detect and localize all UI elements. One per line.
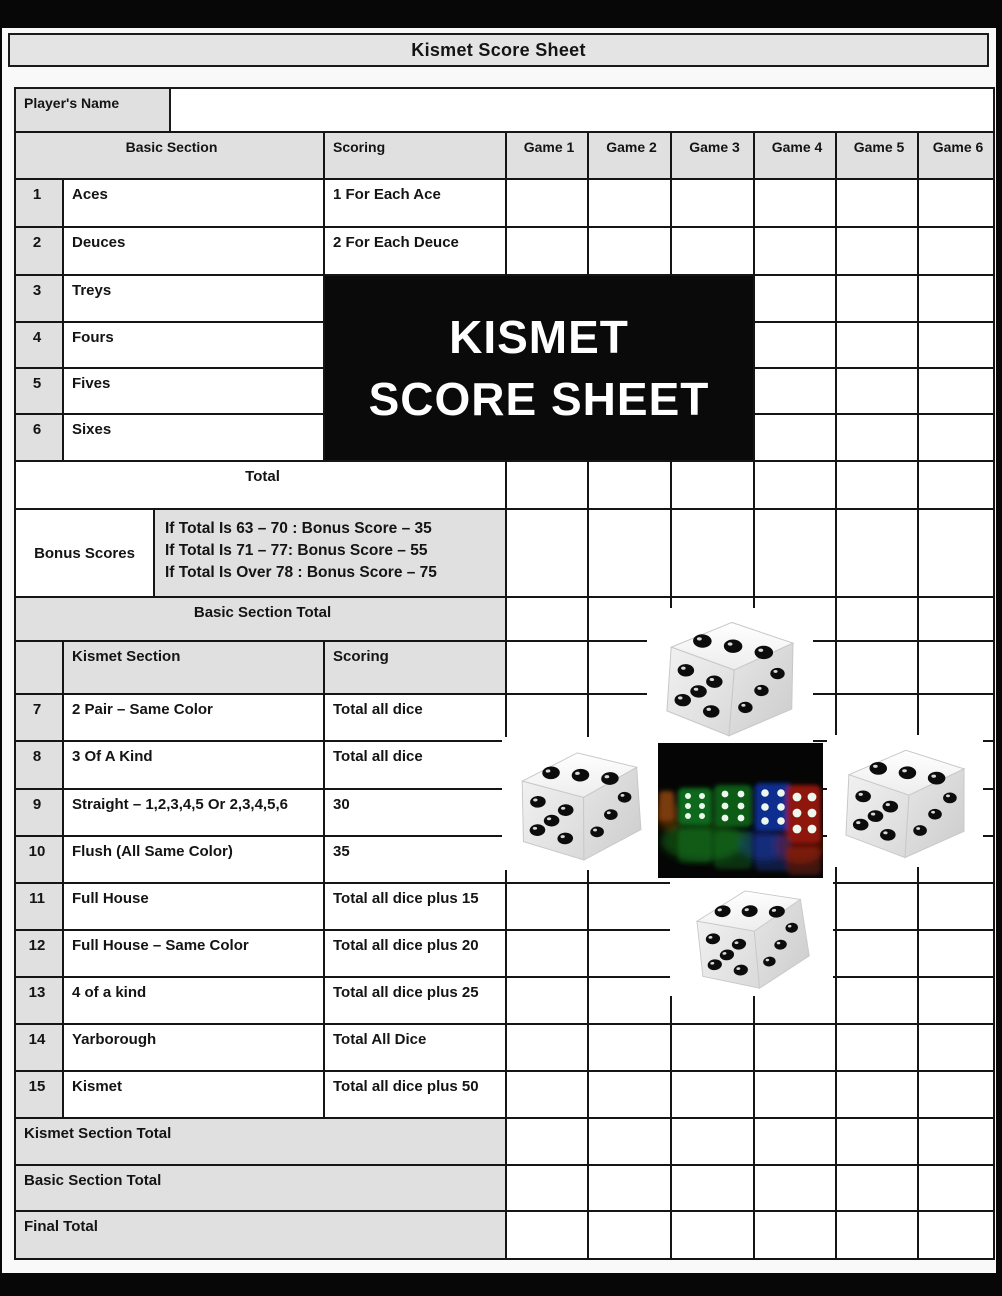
score-cell[interactable] bbox=[919, 931, 993, 976]
score-cell[interactable] bbox=[672, 510, 753, 596]
score-cell[interactable] bbox=[589, 931, 670, 976]
bonus-rule-line: If Total Is 63 – 70 : Bonus Score – 35 bbox=[165, 520, 432, 537]
header-scoring: Scoring bbox=[325, 133, 505, 178]
total-label: Total bbox=[16, 462, 505, 508]
row-name: Fives bbox=[64, 369, 323, 413]
row-scoring: Total all dice plus 15 bbox=[325, 884, 505, 929]
header-game-4: Game 4 bbox=[755, 133, 835, 178]
score-cell[interactable] bbox=[919, 415, 993, 460]
score-cell[interactable] bbox=[837, 598, 917, 640]
score-cell[interactable] bbox=[837, 415, 917, 460]
score-cell[interactable] bbox=[755, 510, 835, 596]
basic-section-total-bottom-label: Basic Section Total bbox=[16, 1166, 505, 1210]
kismet-header-number-cell bbox=[16, 642, 62, 693]
right-frame-bar bbox=[996, 0, 1002, 1296]
row-number: 10 bbox=[16, 837, 62, 882]
score-table bbox=[14, 131, 995, 1260]
score-cell[interactable] bbox=[755, 1166, 835, 1210]
score-cell[interactable] bbox=[837, 180, 917, 226]
row-scoring: 30 bbox=[325, 790, 505, 835]
white-die-left-image bbox=[502, 737, 658, 870]
score-cell[interactable] bbox=[919, 1119, 993, 1164]
row-scoring: Total all dice plus 25 bbox=[325, 978, 505, 1023]
score-cell[interactable] bbox=[919, 180, 993, 226]
score-cell[interactable] bbox=[755, 228, 835, 274]
score-cell[interactable] bbox=[837, 978, 917, 1023]
score-cell[interactable] bbox=[507, 1119, 587, 1164]
glowing-dice-photo bbox=[658, 743, 823, 878]
score-cell[interactable] bbox=[755, 369, 835, 413]
score-cell[interactable] bbox=[919, 228, 993, 274]
score-cell[interactable] bbox=[755, 462, 835, 508]
score-cell[interactable] bbox=[755, 180, 835, 226]
row-number: 9 bbox=[16, 790, 62, 835]
score-cell[interactable] bbox=[507, 695, 587, 740]
score-cell[interactable] bbox=[507, 180, 587, 226]
row-number: 2 bbox=[16, 228, 62, 274]
row-scoring: 2 For Each Deuce bbox=[325, 228, 505, 274]
banner-line-1: KISMET bbox=[449, 311, 629, 363]
score-cell[interactable] bbox=[672, 1072, 753, 1117]
row-scoring: 1 For Each Ace bbox=[325, 180, 505, 226]
row-number: 4 bbox=[16, 323, 62, 367]
final-total-label: Final Total bbox=[16, 1212, 505, 1258]
top-frame-bar bbox=[0, 0, 1002, 28]
score-cell[interactable] bbox=[919, 642, 993, 693]
score-cell[interactable] bbox=[837, 695, 917, 740]
row-name: Yarborough bbox=[64, 1025, 323, 1070]
score-cell[interactable] bbox=[755, 276, 835, 321]
row-name: Full House – Same Color bbox=[64, 931, 323, 976]
kismet-section-header: Kismet Section bbox=[64, 642, 323, 693]
row-scoring: 35 bbox=[325, 837, 505, 882]
score-cell[interactable] bbox=[919, 1025, 993, 1070]
white-die-right-image bbox=[827, 735, 983, 867]
row-name: Flush (All Same Color) bbox=[64, 837, 323, 882]
row-name: 4 of a kind bbox=[64, 978, 323, 1023]
kismet-scoring-header: Scoring bbox=[325, 642, 505, 693]
score-cell[interactable] bbox=[837, 1025, 917, 1070]
score-cell[interactable] bbox=[837, 1072, 917, 1117]
score-cell[interactable] bbox=[919, 695, 993, 740]
score-cell[interactable] bbox=[755, 1212, 835, 1258]
bonus-rule-line: If Total Is Over 78 : Bonus Score – 75 bbox=[165, 564, 437, 581]
basic-section-total-label: Basic Section Total bbox=[16, 598, 505, 640]
score-cell[interactable] bbox=[755, 1119, 835, 1164]
score-cell[interactable] bbox=[919, 510, 993, 596]
score-cell[interactable] bbox=[672, 1025, 753, 1070]
score-cell[interactable] bbox=[507, 931, 587, 976]
score-cell[interactable] bbox=[507, 598, 587, 640]
row-name: 3 Of A Kind bbox=[64, 742, 323, 788]
score-cell[interactable] bbox=[919, 276, 993, 321]
score-cell[interactable] bbox=[589, 1072, 670, 1117]
row-number: 5 bbox=[16, 369, 62, 413]
score-cell[interactable] bbox=[507, 462, 587, 508]
header-game-3: Game 3 bbox=[672, 133, 753, 178]
score-cell[interactable] bbox=[507, 510, 587, 596]
score-cell[interactable] bbox=[672, 1212, 753, 1258]
row-number: 3 bbox=[16, 276, 62, 321]
score-cell[interactable] bbox=[837, 884, 917, 929]
score-cell[interactable] bbox=[919, 462, 993, 508]
row-name: Sixes bbox=[64, 415, 323, 460]
score-cell[interactable] bbox=[589, 180, 670, 226]
score-cell[interactable] bbox=[837, 276, 917, 321]
score-cell[interactable] bbox=[837, 1166, 917, 1210]
banner-line-2: SCORE SHEET bbox=[368, 373, 710, 425]
kismet-section-total-label: Kismet Section Total bbox=[16, 1119, 505, 1164]
row-number: 7 bbox=[16, 695, 62, 740]
score-cell[interactable] bbox=[507, 1072, 587, 1117]
score-cell[interactable] bbox=[919, 1166, 993, 1210]
row-number: 6 bbox=[16, 415, 62, 460]
score-cell[interactable] bbox=[837, 510, 917, 596]
kismet-banner bbox=[325, 276, 753, 460]
row-name: Treys bbox=[64, 276, 323, 321]
score-cell[interactable] bbox=[919, 323, 993, 367]
score-cell[interactable] bbox=[837, 323, 917, 367]
header-game-5: Game 5 bbox=[837, 133, 917, 178]
score-cell[interactable] bbox=[589, 1212, 670, 1258]
row-scoring: Total All Dice bbox=[325, 1025, 505, 1070]
row-scoring: Total all dice plus 50 bbox=[325, 1072, 505, 1117]
player-name-label: Player's Name bbox=[16, 89, 169, 131]
score-cell[interactable] bbox=[755, 1072, 835, 1117]
score-cell[interactable] bbox=[589, 978, 670, 1023]
score-cell[interactable] bbox=[589, 510, 670, 596]
bottom-frame-bar bbox=[0, 1273, 1002, 1296]
row-scoring: Total all dice plus 20 bbox=[325, 931, 505, 976]
score-cell[interactable] bbox=[672, 1119, 753, 1164]
white-die-top-image bbox=[647, 608, 813, 744]
score-cell[interactable] bbox=[837, 931, 917, 976]
score-cell[interactable] bbox=[837, 228, 917, 274]
row-number: 1 bbox=[16, 180, 62, 226]
score-cell[interactable] bbox=[507, 978, 587, 1023]
row-number: 12 bbox=[16, 931, 62, 976]
score-cell[interactable] bbox=[672, 462, 753, 508]
score-cell[interactable] bbox=[837, 1119, 917, 1164]
row-number: 11 bbox=[16, 884, 62, 929]
row-name: Fours bbox=[64, 323, 323, 367]
score-cell[interactable] bbox=[589, 884, 670, 929]
score-cell[interactable] bbox=[672, 1166, 753, 1210]
score-cell[interactable] bbox=[919, 1212, 993, 1258]
header-game-1: Game 1 bbox=[507, 133, 587, 178]
score-cell[interactable] bbox=[837, 642, 917, 693]
score-cell[interactable] bbox=[837, 1212, 917, 1258]
row-name: Deuces bbox=[64, 228, 323, 274]
score-cell[interactable] bbox=[507, 228, 587, 274]
header-game-6: Game 6 bbox=[919, 133, 993, 178]
header-basic-section: Basic Section bbox=[16, 133, 323, 178]
score-cell[interactable] bbox=[507, 1212, 587, 1258]
row-name: 2 Pair – Same Color bbox=[64, 695, 323, 740]
score-cell[interactable] bbox=[672, 228, 753, 274]
white-die-bottom-image bbox=[670, 878, 833, 996]
score-cell[interactable] bbox=[919, 369, 993, 413]
score-cell[interactable] bbox=[837, 462, 917, 508]
row-name: Full House bbox=[64, 884, 323, 929]
player-name-row bbox=[14, 87, 995, 133]
row-name: Kismet bbox=[64, 1072, 323, 1117]
page-title: Kismet Score Sheet bbox=[8, 33, 989, 67]
score-cell[interactable] bbox=[507, 1025, 587, 1070]
bonus-row bbox=[16, 510, 505, 596]
row-number: 15 bbox=[16, 1072, 62, 1117]
header-game-2: Game 2 bbox=[589, 133, 670, 178]
score-cell[interactable] bbox=[589, 462, 670, 508]
row-scoring: Total all dice bbox=[325, 695, 505, 740]
score-cell[interactable] bbox=[507, 642, 587, 693]
score-cell[interactable] bbox=[507, 1166, 587, 1210]
score-cell[interactable] bbox=[589, 1119, 670, 1164]
row-number: 13 bbox=[16, 978, 62, 1023]
bonus-rules bbox=[155, 510, 505, 596]
score-cell[interactable] bbox=[755, 415, 835, 460]
row-scoring: Total all dice bbox=[325, 742, 505, 788]
row-number: 8 bbox=[16, 742, 62, 788]
score-cell[interactable] bbox=[589, 1166, 670, 1210]
score-cell[interactable] bbox=[507, 884, 587, 929]
score-cell[interactable] bbox=[919, 978, 993, 1023]
score-cell[interactable] bbox=[837, 369, 917, 413]
score-cell[interactable] bbox=[919, 598, 993, 640]
score-cell[interactable] bbox=[755, 1025, 835, 1070]
score-cell[interactable] bbox=[672, 180, 753, 226]
row-number: 14 bbox=[16, 1025, 62, 1070]
left-frame-bar bbox=[0, 0, 2, 1296]
score-cell[interactable] bbox=[755, 323, 835, 367]
row-name: Straight – 1,2,3,4,5 Or 2,3,4,5,6 bbox=[64, 790, 323, 835]
score-cell[interactable] bbox=[589, 228, 670, 274]
row-name: Aces bbox=[64, 180, 323, 226]
score-cell[interactable] bbox=[919, 1072, 993, 1117]
bonus-scores-label: Bonus Scores bbox=[16, 510, 153, 596]
player-name-input[interactable] bbox=[171, 89, 993, 131]
score-cell[interactable] bbox=[919, 884, 993, 929]
score-cell[interactable] bbox=[589, 1025, 670, 1070]
bonus-rule-line: If Total Is 71 – 77: Bonus Score – 55 bbox=[165, 542, 428, 559]
